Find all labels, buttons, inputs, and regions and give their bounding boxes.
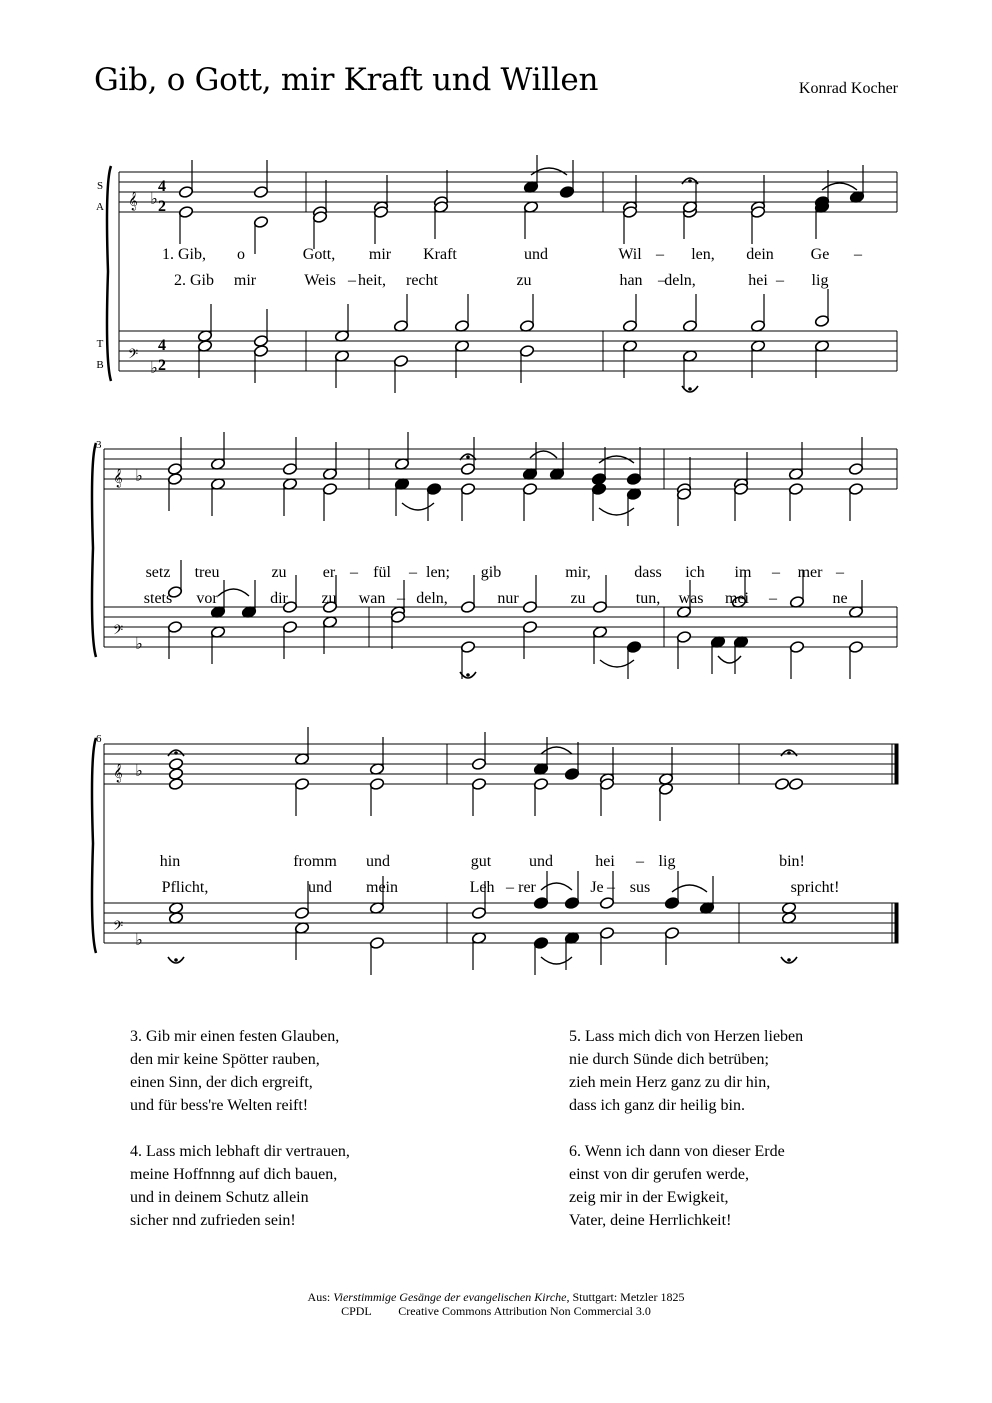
lyric-verse2: 2. Gib [174, 272, 214, 289]
slur [541, 747, 572, 754]
lyric-verse1: treu [194, 564, 220, 581]
note-head [460, 600, 475, 613]
fermata-dot [787, 958, 791, 962]
verse-4 [130, 1140, 350, 1232]
slur [600, 660, 634, 667]
treble-clef-icon: 𝄞 [113, 470, 123, 487]
fermata-dot [688, 179, 692, 183]
lyric-verse2: – [348, 272, 356, 289]
lyric-verse2: Leh [469, 879, 495, 896]
note-head [814, 314, 829, 327]
note-head [167, 472, 182, 485]
verses-left-column [130, 1025, 350, 1255]
lyric-verse1: ich [685, 564, 705, 581]
verse-6 [569, 1140, 803, 1232]
flat-icon: ♭ [135, 636, 143, 653]
note-head [591, 482, 606, 495]
verse-line: zeig mir in der Ewigkeit, [569, 1189, 729, 1206]
note-head [564, 767, 579, 780]
lyric-verse2: – [397, 590, 405, 607]
lyric-verse1: dein [746, 246, 774, 263]
bass-clef-icon: 𝄢 [127, 348, 139, 365]
final-barline-thick [895, 744, 898, 784]
lyric-verse1: zu [271, 564, 287, 581]
lyric-verse2: tun, [635, 590, 661, 607]
verse-5 [569, 1025, 803, 1117]
note-head [564, 896, 579, 909]
final-barline-thick [895, 903, 898, 943]
lyric-verse2: Pflicht, [161, 879, 209, 896]
slur [541, 883, 572, 890]
source-publisher: Stuttgart: Metzler 1825 [572, 1290, 685, 1304]
flat-icon: ♭ [135, 763, 143, 780]
note-head [788, 482, 803, 495]
lyric-verse1: bin! [779, 853, 805, 870]
time-signature-numerator: 4 [158, 337, 166, 354]
time-signature-numerator: 4 [158, 178, 166, 195]
lyric-verse1: – [350, 564, 358, 581]
fermata-dot [466, 455, 470, 459]
lyric-verse2: deln, [416, 590, 448, 607]
lyric-verse2: stets [143, 590, 173, 607]
lyric-verse1: o [237, 246, 245, 263]
verse-line: nie durch Sünde dich betrüben; [569, 1051, 769, 1068]
note-head [471, 757, 486, 770]
note-head [664, 896, 679, 909]
lyric-verse1: – [836, 564, 844, 581]
note-head [460, 640, 475, 653]
lyric-verse1: setz [145, 564, 171, 581]
lyric-verse1: 1. Gib, [162, 246, 206, 263]
treble-clef-icon: 𝄞 [113, 765, 123, 782]
system-bracket [107, 166, 111, 381]
staff-label-soprano: S [96, 180, 104, 192]
fermata-dot [174, 958, 178, 962]
lyric-verse2: vor [196, 590, 218, 607]
staff-label-bass: B [96, 359, 104, 371]
lyric-verse2: rer [518, 879, 536, 896]
lyric-verse2: mir [233, 272, 257, 289]
note-head [533, 896, 548, 909]
lyric-verse1: – [636, 853, 644, 870]
note-head [426, 482, 441, 495]
note-head [848, 482, 863, 495]
source-prefix: Aus: [307, 1290, 331, 1304]
slur [822, 183, 857, 190]
verses-right-column [569, 1025, 803, 1255]
lyric-verse2: sus [629, 879, 651, 896]
lyric-verse2: wan [358, 590, 386, 607]
verse-line: zieh mein Herz ganz zu dir hin, [569, 1074, 771, 1091]
lyric-verse2: zu [321, 590, 337, 607]
system-bracket [92, 738, 96, 953]
flat-icon: ♭ [135, 468, 143, 485]
note-head [599, 896, 614, 909]
note-head [522, 600, 537, 613]
fermata-dot [787, 751, 791, 755]
measure-number: 6 [96, 733, 102, 745]
verse-line: dass ich ganz dir heilig bin. [569, 1097, 745, 1114]
slur [218, 589, 249, 596]
verse-line: den mir keine Spötter rauben, [130, 1051, 320, 1068]
bass-clef-icon: 𝄢 [112, 920, 124, 937]
note-head [789, 640, 804, 653]
lyric-verse1: hei [595, 853, 615, 870]
fermata-dot [688, 387, 692, 391]
lyric-verse2: mei [725, 590, 749, 607]
bass-clef-icon: 𝄢 [112, 624, 124, 641]
lyric-verse2: Weis [304, 272, 336, 289]
note-head [626, 472, 641, 485]
note-head [676, 630, 691, 643]
verse-line: 6. Wenn ich dann von dieser Erde [569, 1143, 785, 1160]
lyric-verse1: mir, [565, 564, 591, 581]
note-head [460, 482, 475, 495]
note-head [471, 777, 486, 790]
source-line [0, 1290, 992, 1304]
note-head [848, 462, 863, 475]
note-head [664, 926, 679, 939]
verse-line: 4. Lass mich lebhaft dir vertrauen, [130, 1143, 350, 1160]
verse-line: einen Sinn, der dich ergreift, [130, 1074, 313, 1091]
lyric-verse2: – [607, 879, 615, 896]
fermata-dot [466, 673, 470, 677]
verse-line: 3. Gib mir einen festen Glauben, [130, 1028, 340, 1045]
time-signature-denominator: 2 [158, 357, 166, 374]
lyric-verse2: zu [516, 272, 532, 289]
note-head [774, 777, 789, 790]
lyric-verse1: und [366, 853, 390, 870]
lyric-verse1: mer [797, 564, 823, 581]
lyric-verse1: – [772, 564, 780, 581]
verse-line: einst von dir gerufen werde, [569, 1166, 749, 1183]
lyric-verse2: – [769, 590, 777, 607]
system-bracket [92, 443, 96, 657]
staff-label-alto: A [96, 201, 104, 213]
license-line [0, 1304, 992, 1318]
lyric-verse2: recht [406, 272, 438, 289]
note-head [559, 185, 574, 198]
lyric-verse2: mein [366, 879, 398, 896]
note-head [282, 620, 297, 633]
fermata-dot [174, 751, 178, 755]
lyric-verse1: fromm [293, 853, 337, 870]
note-head [533, 936, 548, 949]
lyric-verse1: – [854, 246, 862, 263]
lyric-verse1: len; [426, 564, 450, 581]
lyric-verse2: lig [811, 272, 829, 289]
note-head [393, 354, 408, 367]
lyric-verse2: zu [570, 590, 586, 607]
slur [718, 656, 741, 663]
source-title: Vierstimmige Gesänge der evangelischen Kirche, [333, 1290, 570, 1304]
note-head [522, 620, 537, 633]
note-head [788, 777, 803, 790]
note-head [519, 344, 534, 357]
lyric-verse1: lig [658, 853, 676, 870]
lyric-verse1: er [322, 564, 336, 581]
lyric-verse2: deln, [664, 272, 696, 289]
note-head [471, 906, 486, 919]
archive-name: CPDL [341, 1304, 372, 1318]
note-head [848, 640, 863, 653]
time-signature-denominator: 2 [158, 198, 166, 215]
lyric-verse1: hin [159, 853, 181, 870]
note-head [294, 906, 309, 919]
note-head [369, 777, 384, 790]
note-head [253, 344, 268, 357]
lyric-verse2: hei [748, 272, 768, 289]
slur [402, 503, 434, 510]
treble-clef-icon: 𝄞 [128, 193, 138, 210]
flat-icon: ♭ [150, 191, 158, 208]
license-text: Creative Commons Attribution Non Commercial 3.0 [398, 1304, 651, 1318]
lyric-verse2: spricht! [790, 879, 840, 896]
verse-line: meine Hoffnnng auf dich bauen, [130, 1166, 338, 1183]
lyric-verse1: Gott, [302, 246, 336, 263]
note-head [253, 185, 268, 198]
lyric-verse1: im [734, 564, 752, 581]
staff-label-tenor: T [96, 338, 104, 350]
note-head [168, 777, 183, 790]
lyric-verse2: dir [270, 590, 288, 607]
note-head [592, 600, 607, 613]
note-head [322, 482, 337, 495]
slur [541, 957, 572, 964]
slur [672, 885, 707, 892]
measure-number: 3 [96, 439, 102, 451]
slur [530, 451, 557, 458]
lyric-verse1: – [656, 246, 664, 263]
lyric-verse1: gib [480, 564, 502, 581]
lyric-verse1: und [529, 853, 553, 870]
note-head [533, 777, 548, 790]
verse-line: sicher nnd zufrieden sein! [130, 1212, 296, 1229]
lyric-verse2: heit, [358, 272, 386, 289]
verse-3 [130, 1025, 350, 1117]
lyric-verse1: – [409, 564, 417, 581]
verse-line: und für bess're Welten reift! [130, 1097, 309, 1114]
note-head [167, 620, 182, 633]
lyric-verse1: gut [470, 853, 492, 870]
lyric-verse1: Wil [618, 246, 642, 263]
lyric-verse2: – [506, 879, 514, 896]
lyric-verse2: nur [497, 590, 519, 607]
note-head [282, 462, 297, 475]
page-title: Gib, o Gott, mir Kraft und Willen [94, 62, 599, 98]
note-head [178, 185, 193, 198]
lyric-verse1: fül [373, 564, 391, 581]
composer-name: Konrad Kocher [798, 80, 898, 97]
lyric-verse1: Ge [810, 246, 830, 263]
lyric-verse1: mir [368, 246, 392, 263]
note-head [294, 777, 309, 790]
lyric-verse1: und [524, 246, 548, 263]
note-head [460, 462, 475, 475]
slur [599, 508, 634, 515]
lyric-verse2: – [776, 272, 784, 289]
verse-line: Vater, deine Herrlichkeit! [569, 1212, 732, 1229]
lyric-verse2: ne [832, 590, 848, 607]
lyric-verse1: dass [634, 564, 662, 581]
verse-line: und in deinem Schutz allein [130, 1189, 309, 1206]
note-head [599, 926, 614, 939]
note-head [626, 640, 641, 653]
note-head [178, 205, 193, 218]
flat-icon: ♭ [135, 932, 143, 949]
flat-icon: ♭ [150, 360, 158, 377]
lyric-verse1: len, [691, 246, 715, 263]
note-head [253, 215, 268, 228]
lyric-verse2: Je [590, 879, 604, 896]
lyric-verse2: – [658, 272, 666, 289]
verse-line: 5. Lass mich dich von Herzen lieben [569, 1028, 804, 1045]
lyric-verse1: Kraft [423, 246, 457, 263]
lyric-verse2: was [678, 590, 704, 607]
lyric-verse2: han [619, 272, 643, 289]
lyric-verse2: und [308, 879, 332, 896]
source-footer [0, 1290, 992, 1318]
note-head [522, 482, 537, 495]
note-head [369, 936, 384, 949]
